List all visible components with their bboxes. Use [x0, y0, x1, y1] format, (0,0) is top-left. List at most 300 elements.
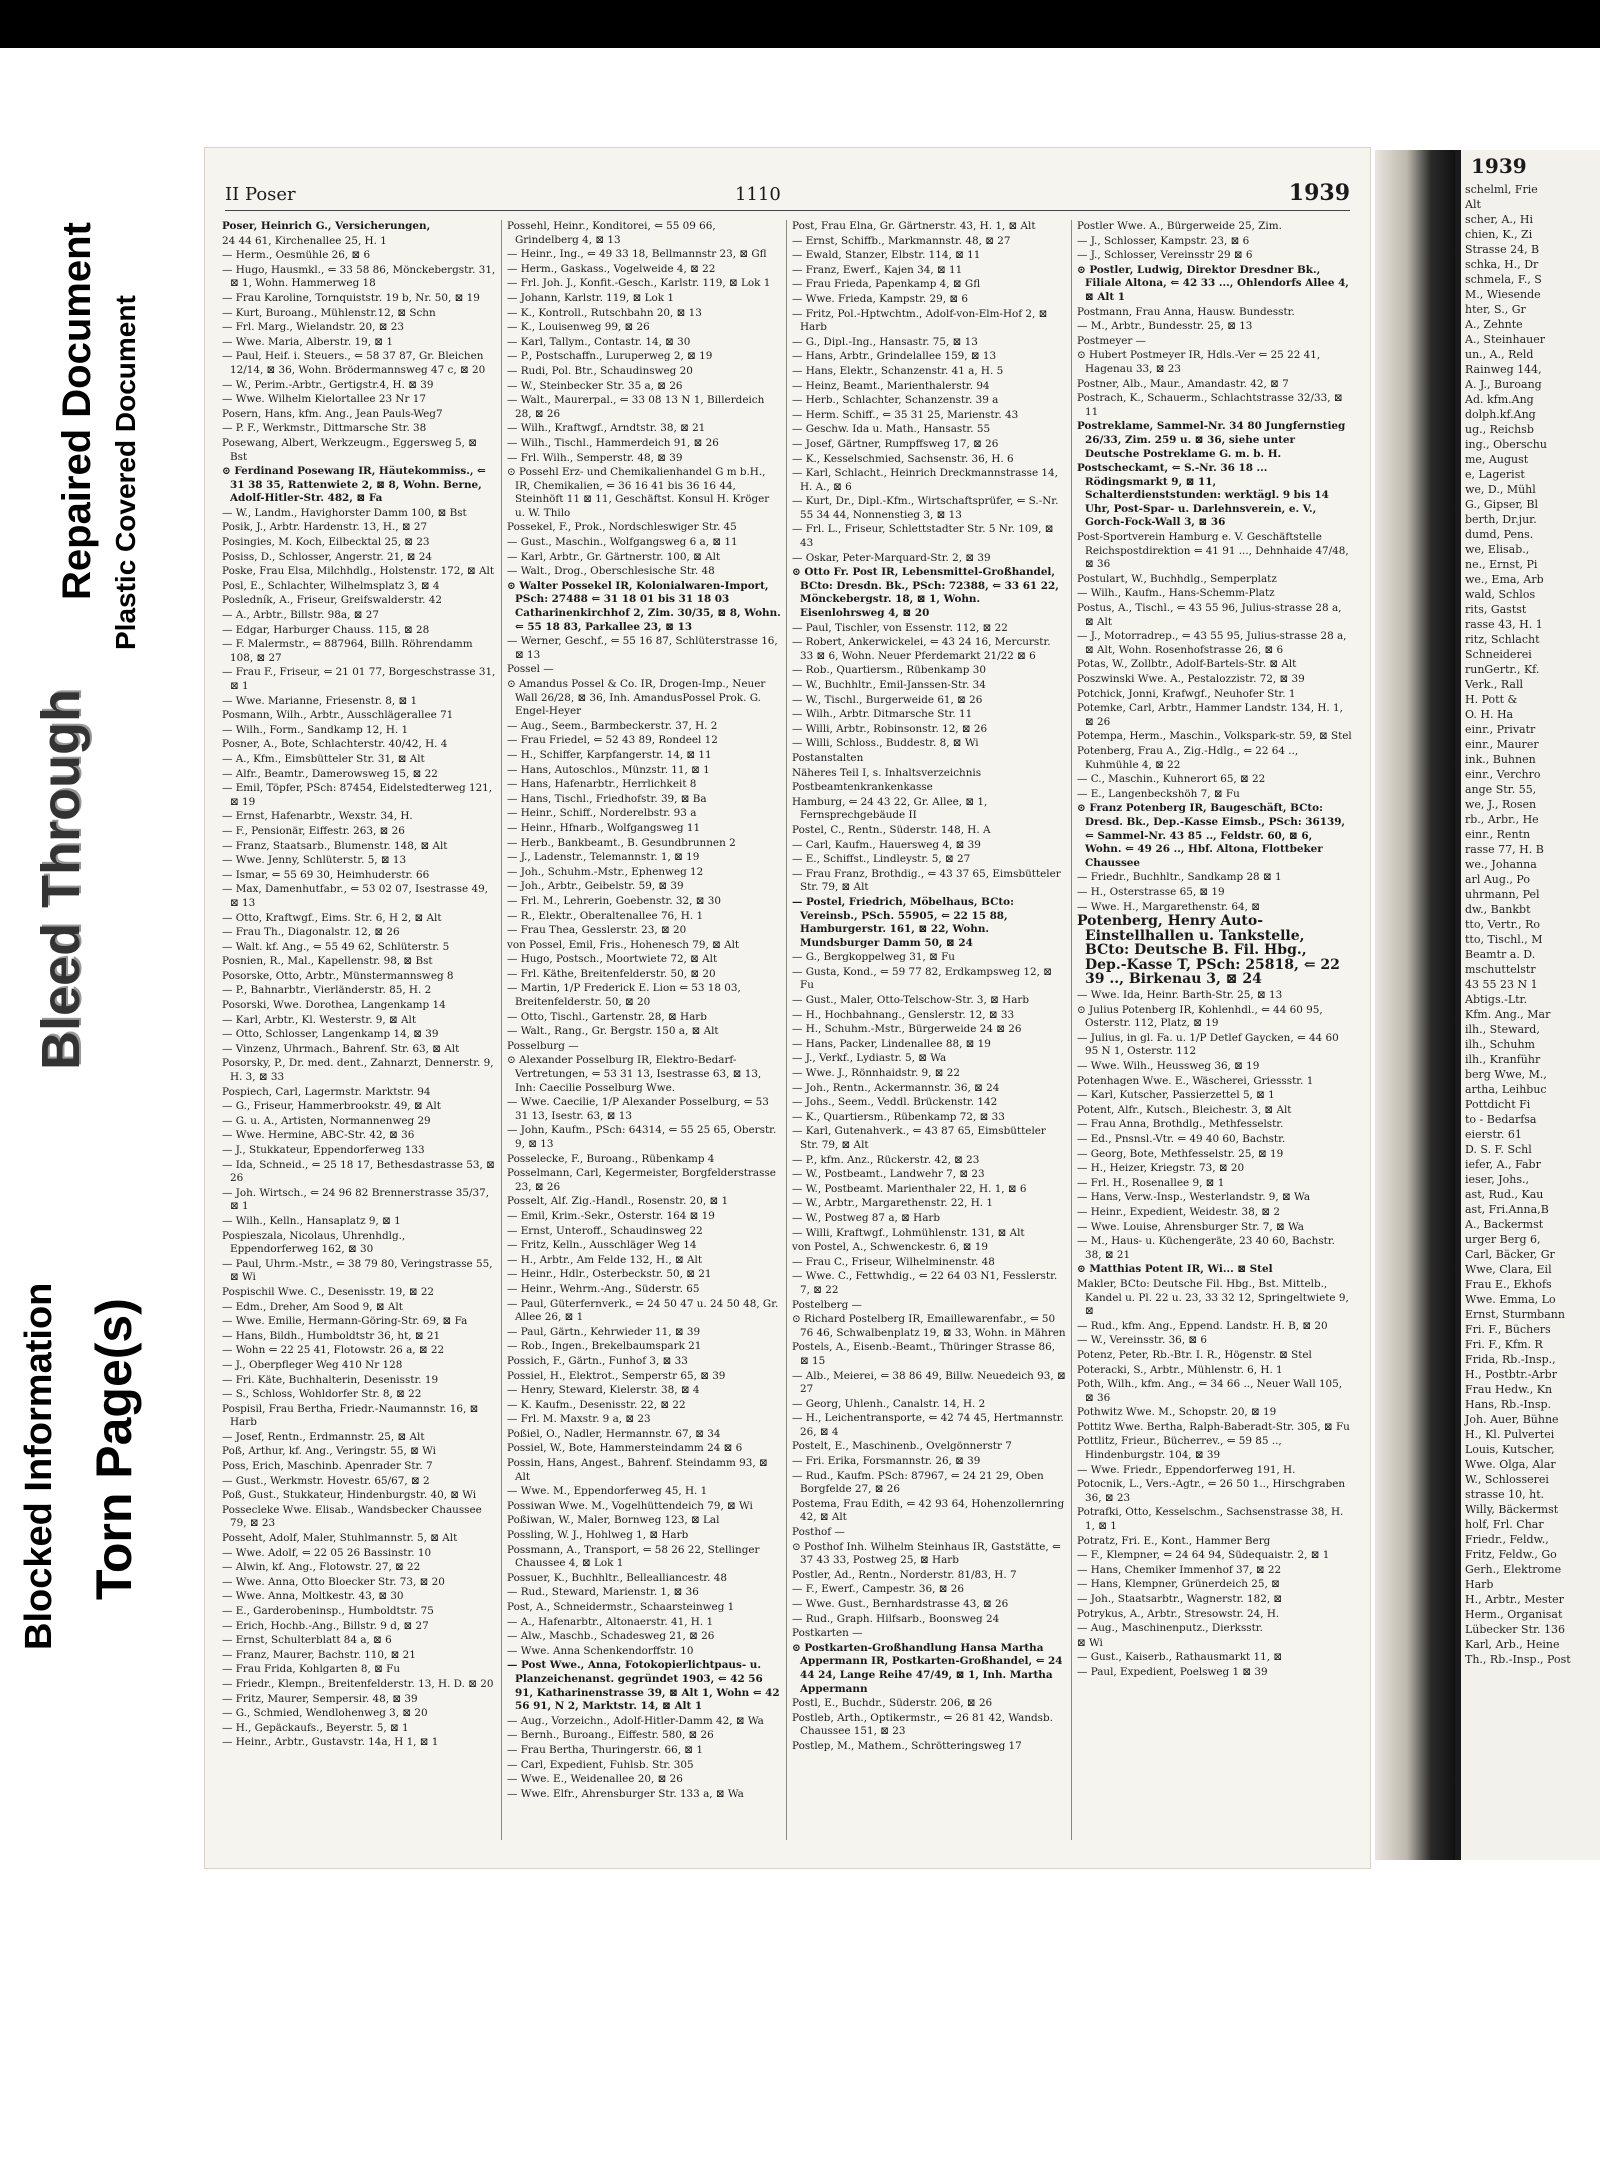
directory-entry: — Wwe. Wilhelm Kielortallee 23 Nr 17	[222, 393, 426, 406]
directory-entry: — Fritz, Maurer, Sempersir. 48, ⊠ 39	[222, 1692, 418, 1705]
facing-page-line: tto, Vertr., Ro	[1465, 918, 1541, 931]
directory-entry: Post-Sportverein Hamburg e. V. Geschäftstelle Reichspostdirektion ⇐ 41 91 ..., Dehnhaide 47/48, ⊠ 36	[1077, 531, 1349, 571]
directory-entry: — Hans, Verw.-Insp., Westerlandstr. 9, ⊠ Wa	[1077, 1191, 1311, 1204]
facing-page-line: Wwe, Clara, Eil	[1465, 1263, 1552, 1276]
directory-entry: — R., Elektr., Oberaltenallee 76, H. 1	[507, 909, 704, 922]
directory-entry: — Alb., Meierei, ⇐ 38 86 49, Billw. Neuedeich 93, ⊠ 27	[792, 1369, 1066, 1396]
directory-entry: Postkarten —	[792, 1627, 863, 1640]
directory-entry: — Hans, Tischl., Friedhofstr. 39, ⊠ Ba	[507, 792, 707, 805]
label-plastic-covered-document: Plastic Covered Document	[110, 295, 141, 650]
directory-entry: — W., Vereinsstr. 36, ⊠ 6	[1077, 1334, 1208, 1347]
directory-entry: — Heinr., Schiff., Norderelbstr. 93 a	[507, 807, 697, 820]
directory-entry: — Karl, Kutscher, Passierzettel 5, ⊠ 1	[1077, 1089, 1275, 1102]
directory-entry: Postbeamtenkrankenkasse	[792, 781, 933, 794]
directory-entry: — Heinr., Ing., ⇐ 49 33 18, Bellmannstr 23, ⊠ Gfl	[507, 248, 767, 261]
facing-page-line: W., Schlosserei	[1465, 1473, 1549, 1486]
directory-entry: — Gusta, Kond., ⇐ 59 77 82, Erdkampsweg 12, ⊠ Fu	[792, 965, 1052, 992]
directory-entry: Potenhagen Wwe. E., Wäscherei, Griessstr. 1	[1077, 1074, 1314, 1087]
facing-page-line: iefer, A., Fabr	[1465, 1158, 1541, 1171]
facing-page-line: rits, Gastst	[1465, 603, 1527, 616]
directory-entry: — Georg, Uhlenh., Canalstr. 14, H. 2	[792, 1397, 986, 1410]
directory-entry: — G., Bergkoppelweg 31, ⊠ Fu	[792, 951, 955, 964]
facing-page-line: Fritz, Feldw., Go	[1465, 1548, 1557, 1561]
label-blocked-information: Blocked Information	[18, 1282, 60, 1650]
directory-entry: — Hans, Hafenarbtr., Herrlichkeit 8	[507, 778, 697, 791]
directory-entry: Postema, Frau Edith, ⇐ 42 93 64, Hohenzollernring 42, ⊠ Alt	[792, 1497, 1065, 1524]
facing-page-line: eierstr. 61	[1465, 1128, 1522, 1141]
directory-entry: — Johann, Karlstr. 119, ⊠ Lok 1	[507, 291, 674, 304]
facing-page-line: dumd, Pens.	[1465, 528, 1534, 541]
directory-entry: — A., Hafenarbtr., Altonaerstr. 41, H. 1	[507, 1615, 714, 1628]
directory-entry: — Walt., Maurerpal., ⇐ 33 08 13 N 1, Billerdeich 28, ⊠ 26	[507, 394, 765, 420]
directory-entry: — H., Leichentransporte, ⇐ 42 74 45, Hertmannstr. 26, ⊠ 4	[792, 1412, 1064, 1438]
directory-entry: — Franz, Maurer, Bachstr. 110, ⊠ 21	[222, 1648, 416, 1661]
directory-entry: — Julius, in gl. Fa. u. 1/P Detlef Gaycken, ⇐ 44 60 95 N 1, Osterstr. 112	[1077, 1031, 1339, 1058]
facing-page-line: hter, S., Gr	[1465, 303, 1526, 316]
directory-entry: — Emil, Krim.-Sekr., Osterstr. 164 ⊠ 19	[507, 1209, 715, 1222]
directory-entry: — K., Kontroll., Rutschbahn 20, ⊠ 13	[507, 306, 702, 319]
directory-entry: — Otto, Tischl., Gartenstr. 28, ⊠ Harb	[507, 1010, 707, 1023]
facing-page-line: Beamtr a. D.	[1465, 948, 1536, 961]
directory-entry: — G. u. A., Artisten, Normannenweg 29	[222, 1114, 431, 1127]
directory-entry: — E., Schiffst., Lindleystr. 5, ⊠ 27	[792, 853, 971, 866]
directory-entry: — Wilh., Arbtr. Ditmarsche Str. 11	[792, 708, 973, 721]
directory-entry: Posselburg —	[507, 1039, 579, 1052]
facing-page-line: einr., Privatr	[1465, 723, 1536, 736]
directory-entry: — Post Wwe., Anna, Fotokopierlichtpaus- u. Planzeichenanst. gegründet 1903, ⇐ 42 56 91, Katharinenstrasse 39, ⊠ Alt 1, Wohn ⇐ 42 56 91, N 2, Marktstr. 14, ⊠ Alt 1	[507, 1659, 780, 1713]
directory-entry: Posselmann, Carl, Kegermeister, Borgfelderstrasse 23, ⊠ 26	[507, 1167, 776, 1193]
directory-entry: — W., Arbtr., Margarethenstr. 22, H. 1	[792, 1197, 994, 1210]
facing-page-line: dolph.kf.Ang	[1465, 408, 1536, 421]
facing-page-line: ilh., Steward,	[1465, 1023, 1540, 1036]
directory-entry: Postscheckamt, ⇐ S.-Nr. 36 18 ... Rödingsmarkt 9, ⊠ 11, Schalterdienststunden: werktägl. 9 bis 14 Uhr, Post-Spar- u. Darlehnsverein, e. V., Gorch-Fock-Wall 3, ⊠ 36	[1077, 462, 1329, 529]
directory-entry: — Frl. M., Lehrerin, Goebenstr. 32, ⊠ 30	[507, 894, 721, 907]
directory-entry: — C., Maschin., Kuhnerort 65, ⊠ 22	[1077, 773, 1266, 786]
directory-entry: — Edm., Dreher, Am Sood 9, ⊠ Alt	[222, 1300, 403, 1313]
directory-entry: — F., Klempner, ⇐ 24 64 94, Südequaistr. 2, ⊠ 1	[1077, 1549, 1330, 1562]
directory-entry: — Heinr., Hdlr., Osterbeckstr. 50, ⊠ 21	[507, 1268, 712, 1281]
facing-page-year: 1939	[1471, 154, 1527, 178]
directory-entry: — Frau Th., Diagonalstr. 12, ⊠ 26	[222, 926, 400, 939]
directory-entry: Possekel, F., Prok., Nordschleswiger Str. 45	[507, 521, 737, 534]
directory-entry: — P., Bahnarbtr., Vierländerstr. 85, H. 2	[222, 984, 432, 997]
directory-entry: — Wwe. C., Fettwhdig., ⇐ 22 64 03 N1, Fesslerstr. 7, ⊠ 22	[792, 1270, 1058, 1296]
directory-entry: — Robert, Ankerwickelei, ⇐ 43 24 16, Mercurstr. 33 ⊠ 6, Wohn. Neuer Pferdemarkt 21/22 ⊠ 6	[792, 636, 1051, 662]
facing-page-line: dw., Bankbt	[1465, 903, 1531, 916]
directory-entry: — Georg, Bote, Methfesselstr. 25, ⊠ 19	[1077, 1147, 1284, 1160]
directory-entry: Postel, C., Rentn., Süderstr. 148, H. A	[792, 823, 991, 836]
directory-entry: ⊙ Amandus Possel & Co. IR, Drogen-Imp., Neuer Wall 26/28, ⊠ 36, Inh. AmandusPossel Prok. G. Engel-Heyer	[507, 678, 766, 718]
facing-page-line: tto, Tischl., M	[1465, 933, 1543, 946]
directory-entry: Potas, W., Zollbtr., Adolf-Bartels-Str. ⊠ Alt	[1077, 658, 1297, 671]
directory-entry: Posewang, Albert, Werkzeugm., Eggersweg 5, ⊠ Bst	[222, 436, 477, 463]
facing-page-line: Frau Hedw., Kn	[1465, 1383, 1553, 1396]
directory-entry: — Herm. Schiff., ⇐ 35 31 25, Marienstr. 43	[792, 408, 1019, 421]
directory-entry: Posik, J., Arbtr. Hardenstr. 13, H., ⊠ 27	[222, 521, 428, 534]
directory-entry: — Herm., Oesmühle 26, ⊠ 6	[222, 249, 371, 262]
directory-entry: — Karl, Arbtr., Kl. Westerstr. 9, ⊠ Alt	[222, 1013, 417, 1026]
directory-entry: — W., Postbeamt. Marienthaler 22, H. 1, ⊠ 6	[792, 1182, 1027, 1195]
directory-entry: — Wwe. Maria, Alberstr. 19, ⊠ 1	[222, 335, 393, 348]
directory-entry: — Josef, Rentn., Erdmannstr. 25, ⊠ Alt	[222, 1430, 425, 1443]
directory-entry: ⊙ Possehl Erz- und Chemikalienhandel G m b.H., IR, Chemikalien, ⇐ 36 16 41 bis 36 16 44, Steinhöft 11 ⊠ 11, Geschäftst. Konsul H. Kröger u. W. Thilo	[507, 466, 770, 519]
facing-page-line: Gerh., Elektrome	[1465, 1563, 1562, 1576]
directory-entry: — Paul, Güterfernverk., ⇐ 24 50 47 u. 24 50 48, Gr. Allee 26, ⊠ 1	[507, 1297, 779, 1324]
facing-page-line: strasse 10, ht.	[1465, 1488, 1545, 1501]
facing-page-line: to - Bedarfsa	[1465, 1113, 1537, 1126]
directory-entry: — Ismar, ⇐ 55 69 30, Heimhuderstr. 66	[222, 868, 430, 881]
directory-entry: — A., Arbtr., Billstr. 98a, ⊠ 27	[222, 609, 379, 622]
directory-entry: Potenz, Peter, Rb.-Btr. I. R., Högenstr. ⊠ Stel	[1077, 1348, 1312, 1361]
directory-entry: — P. F., Werkmstr., Dittmarsche Str. 38	[222, 422, 427, 435]
directory-entry: — Wwe. E., Weidenallee 20, ⊠ 26	[507, 1773, 683, 1786]
directory-entry: — Friedr., Klempn., Breitenfelderstr. 13, H. D. ⊠ 20	[222, 1677, 494, 1690]
facing-page-line: Frida, Rb.-Insp.,	[1465, 1353, 1556, 1366]
directory-entry: — Max, Damenhutfabr., ⇐ 53 02 07, Isestrasse 49, ⊠ 13	[222, 883, 488, 909]
page-bottom-margin	[0, 1870, 1600, 2177]
directory-entry: Possel —	[507, 663, 554, 676]
facing-page-line: Frau E., Ekhofs	[1465, 1278, 1552, 1291]
directory-entry: — H., Gepäckaufs., Beyerstr. 5, ⊠ 1	[222, 1721, 409, 1734]
directory-entry: Potratz, Fri. E., Kont., Hammer Berg	[1077, 1534, 1271, 1547]
directory-entry: Pothwitz Wwe. M., Schopstr. 20, ⊠ 19	[1077, 1406, 1277, 1419]
directory-entry: — Franz, Staatsarb., Blumenstr. 148, ⊠ Alt	[222, 839, 448, 852]
facing-page-line: M., Wiesende	[1465, 288, 1541, 301]
directory-entry: Posthof —	[792, 1526, 845, 1539]
facing-page-line: H. Pott &	[1465, 693, 1518, 706]
directory-entry: Poß, Arthur, kf. Ang., Veringstr. 55, ⊠ Wi	[222, 1445, 436, 1458]
directory-entry: — Frau C., Friseur, Wilhelminenstr. 48	[792, 1255, 995, 1268]
directory-entry: — Herb., Bankbeamt., B. Gesundbrunnen 2	[507, 836, 736, 849]
directory-entry: — Alw., Maschb., Schadesweg 21, ⊠ 26	[507, 1630, 715, 1643]
directory-entry: — Rud., kfm. Ang., Eppend. Landstr. H. B, ⊠ 20	[1077, 1319, 1328, 1332]
directory-entry: — Wwe. Wilh., Heussweg 36, ⊠ 19	[1077, 1060, 1260, 1073]
directory-entry: — Heinr., Hfnarb., Wolfgangsweg 11	[507, 821, 701, 834]
directory-entry: — Wwe. Emilie, Hermann-Göring-Str. 69, ⊠ Fa	[222, 1315, 468, 1328]
directory-entry: — Werner, Geschf., ⇐ 55 16 87, Schlüterstrasse 16, ⊠ 13	[507, 635, 778, 661]
directory-entry: — W., Buchhltr., Emil-Janssen-Str. 34	[792, 679, 986, 691]
directory-entry: Posledník, A., Friseur, Greifswalderstr. 42	[222, 594, 442, 607]
directory-entry: — F., Ewerf., Campestr. 36, ⊠ 26	[792, 1583, 964, 1596]
directory-entry: Postulart, W., Buchhdlg., Semperplatz	[1077, 572, 1277, 585]
directory-entry: — Kurt, Buroang., Mühlenstr.12, ⊠ Schn	[222, 306, 436, 319]
directory-entry: — Hans, Packer, Lindenallee 88, ⊠ 19	[792, 1037, 991, 1050]
directory-entry: — J., Oberpfleger Weg 410 Nr 128	[222, 1358, 403, 1371]
facing-page-line: Verk., Rall	[1465, 678, 1523, 691]
directory-entry: Posern, Hans, kfm. Ang., Jean Pauls-Weg7	[222, 407, 443, 420]
directory-entry: — Herm., Gaskass., Vogelweide 4, ⊠ 22	[507, 262, 716, 275]
facing-page-line: einr., Rentn	[1465, 828, 1531, 841]
directory-entry: Poss, Erich, Maschinb. Apenrader Str. 7	[222, 1460, 433, 1473]
facing-page-line: mschuttelstr	[1465, 963, 1536, 976]
facing-page-line: artha, Leihbuc	[1465, 1083, 1547, 1096]
directory-entry: — G., Friseur, Hammerbrookstr. 49, ⊠ Alt	[222, 1100, 441, 1113]
directory-entry: Postels, A., Eisenb.-Beamt., Thüringer Strasse 86, ⊠ 15	[792, 1341, 1056, 1367]
directory-entry: Potemke, Carl, Arbtr., Hammer Landstr. 134, H. 1, ⊠ 26	[1077, 702, 1343, 728]
facing-page-line: H., Postbtr.-Arbr	[1465, 1368, 1557, 1381]
directory-entry: Postleb, Arth., Optikermstr., ⇐ 26 81 42, Wandsb. Chaussee 151, ⊠ 23	[792, 1711, 1053, 1738]
facing-page-line: Ad. kfm.Ang	[1465, 393, 1534, 406]
directory-entry: — Wwe. Frieda, Kampstr. 29, ⊠ 6	[792, 292, 968, 305]
directory-entry: Poßiwan, W., Maler, Bornweg 123, ⊠ Lal	[507, 1514, 720, 1527]
directory-entry: — G., Schmied, Wendlohenweg 3, ⊠ 20	[222, 1707, 428, 1720]
column-4	[1072, 220, 1357, 1840]
directory-entry: Potchick, Jonni, Krafwgf., Neuhofer Str. 1	[1077, 687, 1296, 700]
directory-entry: — Frl. M. Maxstr. 9 a, ⊠ 23	[507, 1413, 651, 1426]
directory-entry: Potrykus, A., Arbtr., Stresowstr. 24, H.	[1077, 1607, 1280, 1620]
facing-page-line: Rainweg 144,	[1465, 363, 1542, 376]
directory-entry: — A., Kfm., Eimsbütteler Str. 31, ⊠ Alt	[222, 752, 425, 765]
facing-page-line: scher, A., Hi	[1465, 213, 1533, 226]
directory-entry: ⊙ Postkarten-Großhandlung Hansa Martha Appermann IR, Postkarten-Großhandel, ⇐ 24 44 24, Lange Reihe 47/49, ⊠ 1, Inh. Martha Appermann	[792, 1641, 1063, 1695]
directory-entry: — Frl. Wilh., Semperstr. 48, ⊠ 39	[507, 451, 683, 464]
facing-page-line: urger Berg 6,	[1465, 1233, 1541, 1246]
directory-entry: Postreklame, Sammel-Nr. 34 80 Jungfernstieg 26/33, Zim. 259 u. ⊠ 36, siehe unter Deutsche Postreklame G. m. b. H.	[1077, 420, 1346, 460]
directory-entry: — Wilh., Kaufm., Hans-Schemm-Platz	[1077, 587, 1275, 600]
directory-entry: — H., Osterstrasse 65, ⊠ 19	[1077, 885, 1225, 898]
directory-entry: — Walt., Rang., Gr. Bergstr. 150 a, ⊠ Alt	[507, 1025, 719, 1038]
facing-page-line: Harb	[1465, 1578, 1494, 1591]
directory-entry: — Rob., Ingen., Brekelbaumspark 21	[507, 1340, 702, 1353]
directory-entry: — Wilh., Form., Sandkamp 12, H. 1	[222, 723, 409, 736]
facing-page-line: 43 55 23 N 1	[1465, 978, 1538, 991]
facing-page-line: ing., Oberschu	[1465, 438, 1547, 451]
directory-entry: — Rud., Steward, Marienstr. 1, ⊠ 36	[507, 1586, 699, 1599]
directory-entry: — Alfr., Beamtr., Damerowsweg 15, ⊠ 22	[222, 767, 438, 780]
header-left: II Poser	[225, 184, 296, 205]
directory-entry: — Hans, Autoschlos., Münzstr. 11, ⊠ 1	[507, 763, 710, 776]
book-gutter	[1375, 150, 1455, 1860]
directory-entry: — Frau Bertha, Thuringerstr. 66, ⊠ 1	[507, 1743, 703, 1756]
directory-entry: — J., Ladenstr., Telemannstr. 1, ⊠ 19	[507, 851, 700, 864]
directory-entry: — Frau Karoline, Tornquiststr. 19 b, Nr. 50, ⊠ 19	[222, 291, 480, 304]
directory-entry: — Hugo, Hausmkl., ⇐ 33 58 86, Mönckebergstr. 31, ⊠ 1, Wohn. Hammerweg 18	[222, 263, 496, 290]
directory-entry: ⊙ Otto Fr. Post IR, Lebensmittel-Großhandel, BCto: Dresdn. Bk., PSch: 72388, ⇐ 33 61 22, Mönckebergstr. 18, ⊠ 1, Wohn. Eisenlohrsweg 4, ⊠ 20	[792, 566, 1059, 620]
facing-page-line: ritz, Schlacht	[1465, 633, 1540, 646]
directory-entry: — M., Arbtr., Bundesstr. 25, ⊠ 13	[1077, 320, 1253, 333]
facing-page-line: ilh., Schuhm	[1465, 1038, 1535, 1051]
directory-entry: Pospischil Wwe. C., Desenisstr. 19, ⊠ 22	[222, 1285, 435, 1298]
directory-entry: — W., Landm., Havighorster Damm 100, ⊠ Bst	[222, 506, 467, 519]
facing-page-line: Pottdicht Fi	[1465, 1098, 1531, 1111]
directory-entry: Possin, Hans, Angest., Bahrenf. Steindamm 93, ⊠ Alt	[507, 1457, 768, 1483]
facing-page-line: ug., Reichsb	[1465, 423, 1534, 436]
facing-page-line: A., Zehnte	[1465, 318, 1523, 331]
directory-entry: — Frau Frida, Kohlgarten 8, ⊠ Fu	[222, 1663, 401, 1676]
facing-page-line: berth, Dr.jur.	[1465, 513, 1537, 526]
overlay-labels	[0, 140, 200, 1700]
directory-entry: — Frl. L., Friseur, Schlettstadter Str. 5 Nr. 109, ⊠ 43	[792, 523, 1054, 550]
directory-entry: — Frau Friedel, ⇐ 52 43 89, Rondeel 12	[507, 734, 718, 747]
facing-page-line: Schneiderei	[1465, 648, 1532, 661]
directory-entry: Posmann, Wilh., Arbtr., Ausschlägerallee 71	[222, 709, 454, 722]
directory-entry: Postler, Ad., Rentn., Norderstr. 81/83, H. 7	[792, 1568, 1017, 1581]
directory-entry: — Wwe. Anna Schenkendorffstr. 10	[507, 1644, 694, 1657]
facing-page-line: me, August	[1465, 453, 1529, 466]
directory-entry: — J., Stukkateur, Eppendorferweg 133	[222, 1144, 425, 1156]
facing-page-line: Willy, Bäckermst	[1465, 1503, 1559, 1516]
directory-entry: — Walt. kf. Ang., ⇐ 55 49 62, Schlüterstr. 5	[222, 940, 450, 953]
facing-page-line: Lübecker Str. 136	[1465, 1623, 1566, 1636]
facing-page-line: schka, H., Dr	[1465, 258, 1539, 271]
directory-entry: — Postel, Friedrich, Möbelhaus, BCto: Vereinsb., PSch. 55905, ⇐ 22 15 88, Hamburgerstr. 161, ⊠ 22, Wohn. Mundsburger Damm 50, ⊠ 24	[792, 895, 1014, 949]
directory-entry: — Wwe. Adolf, ⇐ 22 05 26 Bassinstr. 10	[222, 1546, 432, 1559]
directory-entry: — Ernst, Unteroff., Schaudinsweg 22	[507, 1224, 703, 1237]
directory-entry: — Wwe. Anna, Moltkestr. 43, ⊠ 30	[222, 1590, 404, 1603]
page-header	[225, 178, 1350, 211]
facing-page-line: we, Elisab.,	[1465, 543, 1530, 556]
directory-entry: — K., Quartiersm., Rübenkamp 72, ⊠ 33	[792, 1110, 1005, 1123]
directory-entry: Potent, Alfr., Kutsch., Bleichestr. 3, ⊠ Alt	[1077, 1103, 1292, 1116]
directory-entry: — Paul, Tischler, von Essenstr. 112, ⊠ 22	[792, 621, 1008, 634]
directory-entry: — Emil, Töpfer, PSch: 87454, Eidelstedterweg 121, ⊠ 19	[222, 782, 493, 808]
facing-page-line: Alt	[1465, 198, 1481, 211]
directory-entry: — Carl, Expedient, Fuhlsb. Str. 305	[507, 1758, 694, 1771]
facing-page-line: Strasse 24, B	[1465, 243, 1540, 256]
directory-entry: ⊙ Postler, Ludwig, Direktor Dresdner Bk., Filiale Altona, ⇐ 42 33 ..., Ohlendorfs Allee 4, ⊠ Alt 1	[1077, 263, 1349, 303]
directory-entry: Posner, A., Bote, Schlachterstr. 40/42, H. 4	[222, 738, 448, 751]
directory-entry: — Karl, Tallym., Contastr. 14, ⊠ 30	[507, 335, 691, 348]
facing-page-line: D. S. F. Schl	[1465, 1143, 1532, 1156]
column-3	[787, 220, 1072, 1840]
directory-entry: Poszwinski Wwe. A., Pestalozzistr. 72, ⊠ 39	[1077, 673, 1305, 685]
directory-entry: Posingies, M. Koch, Eilbecktal 25, ⊠ 23	[222, 536, 430, 549]
facing-page-line: arl Aug., Po	[1465, 873, 1530, 886]
directory-entry: Posorsky, P., Dr. med. dent., Zahnarzt, Dennerstr. 9, H. 3, ⊠ 33	[222, 1057, 494, 1084]
directory-entry: — G., Dipl.-Ing., Hansastr. 75, ⊠ 13	[792, 335, 978, 348]
directory-entry: — Wwe. Gust., Bernhardstrasse 43, ⊠ 26	[792, 1598, 1009, 1610]
directory-entry: — Joh. Wirtsch., ⇐ 24 96 82 Brennerstrasse 35/37, ⊠ 1	[222, 1186, 489, 1213]
directory-entry: — K. Kaufm., Desenisstr. 22, ⊠ 22	[507, 1398, 686, 1411]
directory-entry: — Gust., Werkmstr. Hovestr. 65/67, ⊠ 2	[222, 1474, 430, 1487]
directory-entry: — Paul, Expedient, Poelsweg 1 ⊠ 39	[1077, 1665, 1268, 1678]
directory-entry: — E., Garderobeninsp., Humboldtstr. 75	[222, 1605, 434, 1617]
directory-entry: — Gust., Maschin., Wolfgangsweg 6 a, ⊠ 11	[507, 536, 738, 549]
directory-entry: — Hans, Chemiker Immenhof 37, ⊠ 22	[1077, 1563, 1282, 1576]
facing-page-line: we, J., Rosen	[1465, 798, 1537, 811]
top-black-bar	[0, 0, 1600, 48]
directory-entry: — P., Postschaffn., Luruperweg 2, ⊠ 19	[507, 350, 713, 363]
directory-entry: — H., Hochbahnang., Genslerstr. 12, ⊠ 33	[792, 1008, 1015, 1021]
directory-entry: — Joh., Staatsarbtr., Wagnerstr. 182, ⊠	[1077, 1593, 1283, 1605]
label-torn-pages: Torn Page(s)	[86, 1298, 142, 1600]
label-bleed-through: Bleed Through	[31, 689, 91, 1070]
facing-page-line: wald, Schlos	[1465, 588, 1536, 601]
facing-page-line: Louis, Kutscher,	[1465, 1443, 1555, 1456]
directory-entry: — Frl. Marg., Wielandstr. 20, ⊠ 23	[222, 321, 404, 334]
directory-entry: — Willi, Kraftwgf., Lohmühlenstr. 131, ⊠ Alt	[792, 1226, 1025, 1239]
directory-entry: Postmeyer —	[1077, 334, 1147, 347]
facing-page-line: H., Arbtr., Mester	[1465, 1593, 1564, 1606]
directory-entry: — Otto, Schlosser, Langenkamp 14, ⊠ 39	[222, 1028, 439, 1041]
directory-entry: — Ernst, Schiffb., Markmannstr. 48, ⊠ 27	[792, 234, 1011, 247]
directory-entry: — Karl, Schlacht., Heinrich Dreckmannstrasse 14, H. A., ⊠ 6	[792, 467, 1058, 493]
directory-entry: — Martin, 1/P Frederick E. Lion ⇐ 53 18 03, Breitenfelderstr. 50, ⊠ 20	[507, 982, 741, 1009]
directory-entry: Hamburg, ⇐ 24 43 22, Gr. Allee, ⊠ 1, Fernsprechgebäude II	[792, 795, 988, 822]
directory-entry: — Herb., Schlachter, Schanzenstr. 39 a	[792, 394, 999, 407]
directory-entry: — Joh., Rentn., Ackermannstr. 36, ⊠ 24	[792, 1081, 1000, 1094]
directory-entry: Possiel, H., Elektrot., Semperstr 65, ⊠ 39	[507, 1369, 726, 1382]
facing-page-line: rasse 43, H. 1	[1465, 618, 1543, 631]
directory-entry: — Wilh., Kelln., Hansaplatz 9, ⊠ 1	[222, 1214, 401, 1227]
directory-entry: — K., Louisenweg 99, ⊠ 26	[507, 321, 650, 334]
directory-entry: Potocnik, L., Vers.-Agtr., ⇐ 26 50 1.., Hirschgraben 36, ⊠ 23	[1077, 1478, 1346, 1504]
directory-entry: — W., Steinbecker Str. 35 a, ⊠ 26	[507, 379, 683, 392]
facing-page-line: we., Johanna	[1465, 858, 1537, 871]
directory-entry: Postner, Alb., Maur., Amandastr. 42, ⊠ 7	[1077, 377, 1289, 390]
directory-entry: — H., Heizer, Kriegstr. 73, ⊠ 20	[1077, 1162, 1245, 1175]
directory-entry: Posseht, Adolf, Maler, Stuhlmannstr. 5, ⊠ Alt	[222, 1532, 458, 1545]
directory-entry: — P., kfm. Anz., Rückerstr. 42, ⊠ 23	[792, 1153, 980, 1166]
columns	[217, 220, 1357, 1840]
facing-page-line: Hans, Rb.-Insp.	[1465, 1398, 1552, 1411]
facing-page-line: Wwe. Olga, Alar	[1465, 1458, 1556, 1471]
page-number: 1110	[735, 184, 781, 205]
facing-page-line: H., Kl. Pulvertei	[1465, 1428, 1555, 1441]
directory-entry: — Erich, Hochb.-Ang., Billstr. 9 d, ⊠ 27	[222, 1619, 429, 1632]
directory-entry: Posorske, Otto, Arbtr., Münstermannsweg 8	[222, 969, 454, 982]
facing-page-line: Abtigs.-Ltr.	[1465, 993, 1528, 1006]
directory-entry: — S., Schloss, Wohldorfer Str. 8, ⊠ 22	[222, 1388, 422, 1401]
directory-entry: — Hans, Klempner, Grünerdeich 25, ⊠	[1077, 1578, 1280, 1591]
directory-entry: ⊙ Alexander Posselburg IR, Elektro-Bedarf-Vertretungen, ⇐ 53 31 13, Isestrasse 63, ⊠ 13, Inh: Caecilie Posselburg Wwe.	[507, 1054, 762, 1094]
directory-entry: Possuer, K., Buchhltr., Bellealliancestr. 48	[507, 1571, 727, 1584]
directory-entry: Posiss, D., Schlosser, Angerstr. 21, ⊠ 24	[222, 550, 433, 563]
facing-page-line: ast, Rud., Kau	[1465, 1188, 1544, 1201]
directory-entry: — Willi, Arbtr., Robinsonstr. 12, ⊠ 26	[792, 722, 988, 735]
directory-entry: ⊙ Julius Potenberg IR, Kohlenhdl., ⇐ 44 60 95, Osterstr. 112, Platz, ⊠ 19	[1077, 1003, 1323, 1030]
directory-entry: — Ewald, Stanzer, Elbstr. 114, ⊠ 11	[792, 249, 981, 262]
directory-entry: Poser, Heinrich G., Versicherungen,	[222, 220, 431, 232]
facing-page-line: Wwe. Emma, Lo	[1465, 1293, 1556, 1306]
facing-page-line: ieser, Johs.,	[1465, 1173, 1529, 1186]
facing-page-line: Karl, Arb., Heine	[1465, 1638, 1560, 1651]
directory-entry: — Aug., Maschinenputz., Dierksstr.	[1077, 1622, 1263, 1635]
directory-entry: — Gust., Maler, Otto-Telschow-Str. 3, ⊠ Harb	[792, 994, 1030, 1007]
directory-entry: 24 44 61, Kirchenallee 25, H. 1	[222, 234, 387, 247]
directory-entry: — Wohn ⇐ 22 25 41, Flotowstr. 26 a, ⊠ 22	[222, 1344, 445, 1357]
directory-entry: — F., Pensionär, Eiffestr. 263, ⊠ 26	[222, 824, 405, 837]
directory-entry: Post, Frau Elna, Gr. Gärtnerstr. 43, H. 1, ⊠ Alt	[792, 220, 1036, 232]
directory-entry: Postlep, M., Mathem., Schrötteringsweg 17	[792, 1739, 1022, 1752]
column-1	[217, 220, 502, 1840]
directory-entry: Poth, Wilh., kfm. Ang., ⇐ 34 66 .., Neuer Wall 105, ⊠ 36	[1077, 1378, 1343, 1404]
directory-entry: — Paul, Heif. i. Steuers., ⇐ 58 37 87, Gr. Bleichen 12/14, ⊠ 36, Wohn. Brödermannsweg 47 c, ⊠ 20	[222, 350, 486, 376]
directory-entry: — Ernst, Hafenarbtr., Wexstr. 34, H.	[222, 810, 413, 823]
directory-entry: — Wwe. M., Eppendorferweg 45, H. 1	[507, 1485, 708, 1498]
facing-page-line: einr., Maurer	[1465, 738, 1539, 751]
directory-entry: Possiwan Wwe. M., Vogelhüttendeich 79, ⊠ Wi	[507, 1499, 753, 1512]
directory-entry: — John, Kaufm., PSch: 64314, ⇐ 55 25 65, Oberstr. 9, ⊠ 13	[507, 1124, 777, 1150]
directory-entry: Postrach, K., Schauerm., Schlachtstrasse 32/33, ⊠ 11	[1077, 392, 1343, 418]
directory-entry: — Hans, Elektr., Schanzenstr. 41 a, H. 5	[792, 364, 1004, 377]
directory-entry: Postl, E., Buchdr., Süderstr. 206, ⊠ 26	[792, 1697, 993, 1710]
directory-entry: Pottlitz, Frieur., Bücherrev., ⇐ 59 85 .., Hindenburgstr. 104, ⊠ 39	[1077, 1435, 1282, 1462]
directory-entry: ⊙ Richard Postelberg IR, Emaillewarenfabr., ⇐ 50 76 46, Schwalbenplatz 19, ⊠ 33, Wohn. in Mähren	[792, 1313, 1066, 1339]
directory-entry: — Fri. Erika, Forsmannstr. 26, ⊠ 39	[792, 1455, 981, 1468]
directory-entry: — M., Haus- u. Küchengeräte, 23 40 60, Bachstr. 38, ⊠ 21	[1077, 1235, 1335, 1261]
directory-page	[205, 148, 1370, 1868]
directory-entry: — Ed., Pnsnsl.-Vtr. ⇐ 49 40 60, Bachstr.	[1077, 1133, 1286, 1145]
directory-entry: — Joh., Arbtr., Geibelstr. 59, ⊠ 39	[507, 880, 684, 893]
directory-entry: Posnien, R., Mal., Kapellenstr. 98, ⊠ Bst	[222, 955, 433, 968]
directory-entry: — Wwe. Caecilie, 1/P Alexander Posselburg, ⇐ 53 31 13, Isestr. 63, ⊠ 13	[507, 1096, 769, 1122]
directory-entry: — Wwe. Ida, Heinr. Barth-Str. 25, ⊠ 13	[1077, 989, 1283, 1002]
directory-entry: — Frl. Käthe, Breitenfelderstr. 50, ⊠ 20	[507, 967, 716, 980]
facing-page-line: G., Gipser, Bl	[1465, 498, 1539, 511]
directory-entry: — J., Motorradrep., ⇐ 43 55 95, Julius-strasse 28 a, ⊠ Alt, Wohn. Rosenhofstrasse 26, ⊠ 6	[1077, 630, 1347, 656]
directory-entry: Pospisil, Frau Bertha, Friedr.-Naumannstr. 16, ⊠ Harb	[222, 1402, 479, 1429]
